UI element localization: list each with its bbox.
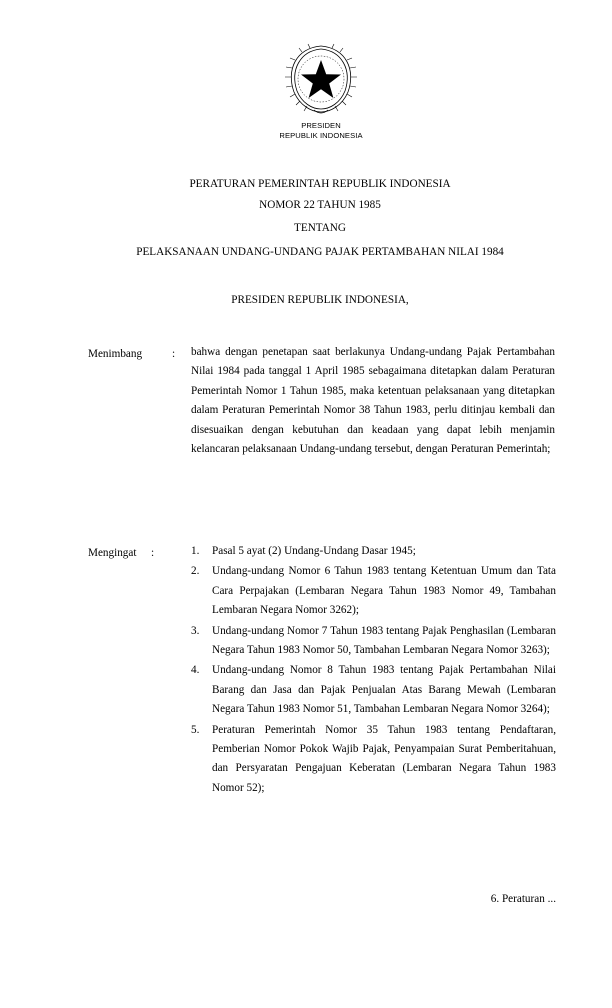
title-line-1: PERATURAN PEMERINTAH REPUBLIK INDONESIA <box>189 178 451 190</box>
list-item-number: 1. <box>191 545 200 557</box>
title-line-2: NOMOR 22 TAHUN 1985 <box>259 199 381 211</box>
title-line-3: TENTANG <box>294 222 346 234</box>
list-item <box>191 622 556 661</box>
mengingat-colon: : <box>151 547 155 559</box>
emblem-label-republik: REPUBLIK INDONESIA <box>279 131 363 140</box>
list-item-text: Pasal 5 ayat (2) Undang-Undang Dasar 1945; <box>212 545 416 557</box>
list-item-text: Undang-undang Nomor 8 Tahun 1983 tentang Pajak Pertambahan Nilai Barang dan Jasa dan Pajak Penjualan Atas Barang Mewah (Lembaran Negara Tahun 1983 Nomor 51, Tambahan Lembaran Negara Nomor 3264); <box>212 664 556 716</box>
list-item <box>191 562 556 620</box>
list-item <box>191 542 556 561</box>
list-item <box>191 661 556 719</box>
list-item-number: 2. <box>191 565 200 578</box>
menimbang-label: Menimbang <box>88 348 143 360</box>
menimbang-colon: : <box>172 348 176 360</box>
list-item-text: Undang-undang Nomor 6 Tahun 1983 tentang Ketentuan Umum dan Tata Cara Perpajakan (Lembaran Negara Tahun 1983 Nomor 49, Tambahan Lembaran Negara Nomor 3262); <box>212 565 556 617</box>
list-item-text: Peraturan Pemerintah Nomor 35 Tahun 1983 tentang Pendaftaran, Pemberian Nomor Pokok Wajib Pajak, Penyampaian Surat Pemberitahuan, dan Persyaratan Pengajuan Keberatan (Lembaran Negara Tahun 1983 Nomor 52); <box>212 723 556 794</box>
emblem-label-presiden: PRESIDEN <box>301 121 341 130</box>
page-continuation: 6. Peraturan ... <box>490 893 556 905</box>
menimbang-text: bahwa dengan penetapan saat berlakunya Undang-undang Pajak Pertambahan Nilai 1984 pada tanggal 1 April 1985 sebagaimana ditetapkan dalam Peraturan Pemerintah Nomor 1 Tahun 1985, maka ketentuan pelaksanaan yang ditetapkan dalam Peraturan Pemerintah Nomor 38 Tahun 1983, perlu ditinjau kembali dan disesuaikan dengan kebutuhan dan keadaan yang dapat lebih menjamin kelancaran pelaksanaan Undang-undang tersebut, dengan Peraturan Pemerintah; <box>191 346 555 456</box>
list-item-text: Undang-undang Nomor 7 Tahun 1983 tentang Pajak Penghasilan (Lembaran Negara Tahun 1983 Nomor 50, Tambahan Lembaran Negara Nomor 3263); <box>212 624 556 657</box>
presidential-emblem-icon <box>276 40 366 120</box>
title-line-4: PELAKSANAAN UNDANG-UNDANG PAJAK PERTAMBAHAN NILAI 1984 <box>136 246 504 258</box>
list-item-number: 3. <box>191 624 200 637</box>
authority-heading: PRESIDEN REPUBLIK INDONESIA, <box>231 294 409 306</box>
mengingat-label: Mengingat <box>88 547 137 559</box>
list-item-number: 4. <box>191 664 200 677</box>
list-item-number: 5. <box>191 723 200 736</box>
mengingat-list <box>191 542 556 799</box>
list-item <box>191 721 556 799</box>
